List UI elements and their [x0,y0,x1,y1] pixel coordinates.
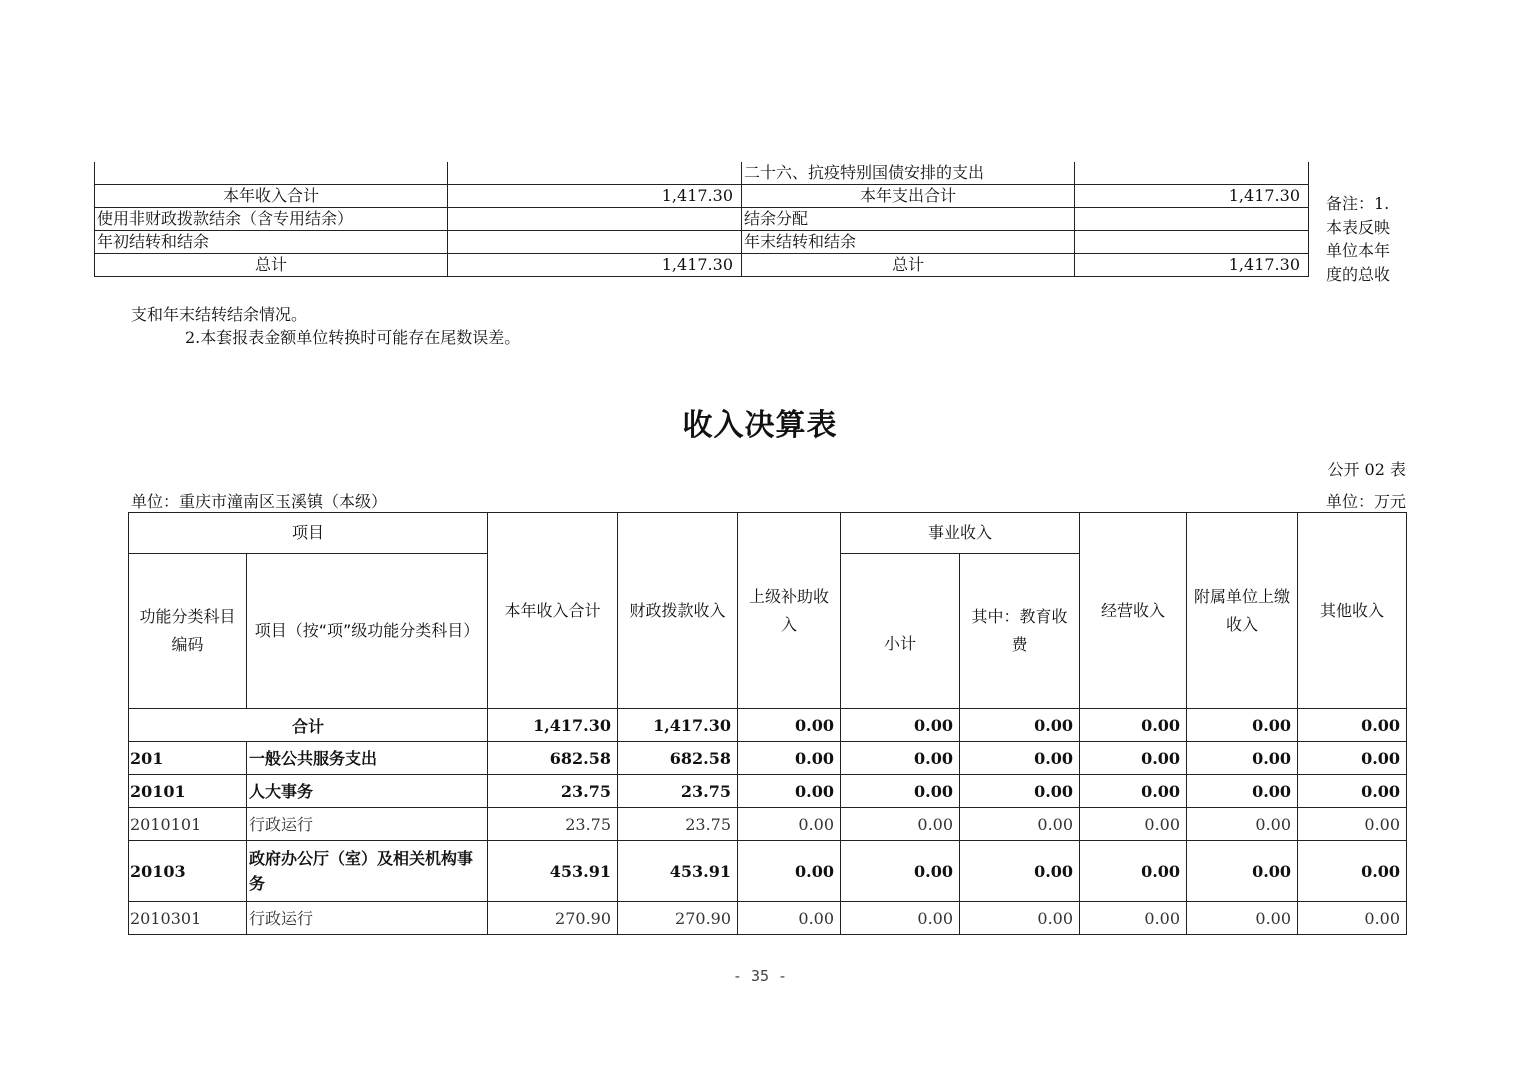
summary-left-label: 使用非财政拨款结余（含专用结余） [95,208,448,231]
row-name: 一般公共服务支出 [247,742,488,775]
cell-value: 0.00 [738,742,841,775]
summary-left-value [448,162,742,185]
cell-value: 1,417.30 [488,709,618,742]
income-table [128,512,1407,935]
cell-value: 0.00 [960,902,1080,935]
summary-left-label [95,162,448,185]
note-line-2: 2.本套报表金额单位转换时可能存在尾数误差。 [185,328,521,347]
row-code: 201 [129,742,247,775]
header-education: 其中：教育收费 [960,554,1080,709]
note-line-1: 支和年末结转结余情况。 [131,305,308,324]
header-code: 功能分类科目编码 [129,554,247,709]
header-item-group: 项目 [129,513,488,554]
cell-value: 0.00 [960,841,1080,902]
page-number: - 35 - [732,967,788,985]
summary-right-value [1075,162,1309,185]
cell-value: 0.00 [960,742,1080,775]
cell-value: 0.00 [960,775,1080,808]
cell-value: 0.00 [841,902,960,935]
header-subtotal: 小计 [841,554,960,709]
row-code: 2010101 [129,808,247,841]
cell-value: 0.00 [960,808,1080,841]
header-fiscal: 财政拨款收入 [618,513,738,709]
cell-value: 0.00 [1298,902,1407,935]
cell-value: 0.00 [1080,841,1187,902]
cell-value: 0.00 [738,775,841,808]
cell-value: 0.00 [1080,742,1187,775]
cell-value: 0.00 [1298,742,1407,775]
cell-value: 0.00 [841,709,960,742]
cell-value: 0.00 [1298,775,1407,808]
row-name: 行政运行 [247,808,488,841]
row-code: 20101 [129,775,247,808]
cell-value: 0.00 [1187,902,1298,935]
row-code: 20103 [129,841,247,902]
cell-value: 0.00 [1080,808,1187,841]
cell-value: 0.00 [738,902,841,935]
summary-right-label: 年末结转和结余 [742,231,1075,254]
summary-row [95,162,1309,185]
cell-value: 0.00 [960,709,1080,742]
summary-table [94,162,1309,277]
cell-value: 0.00 [841,742,960,775]
row-name: 政府办公厅（室）及相关机构事务 [247,841,488,902]
summary-left-label: 总计 [95,254,448,277]
table-row [129,742,1407,775]
cell-value: 0.00 [841,808,960,841]
header-row-1 [129,513,1407,554]
summary-right-label: 结余分配 [742,208,1075,231]
cell-value: 0.00 [1187,841,1298,902]
summary-row [95,231,1309,254]
cell-value: 23.75 [618,808,738,841]
total-label: 合计 [129,709,488,742]
cell-value: 0.00 [1187,775,1298,808]
cell-value: 682.58 [618,742,738,775]
cell-value: 0.00 [1187,742,1298,775]
row-name: 行政运行 [247,902,488,935]
note-side-text: 备注：1.本表反映单位本年度的总收 [1326,194,1391,284]
cell-value: 0.00 [1187,709,1298,742]
page-title: 收入决算表 [682,408,838,443]
summary-right-label: 二十六、抗疫特别国债安排的支出 [742,162,1075,185]
summary-right-label: 总计 [742,254,1075,277]
summary-right-value [1075,208,1309,231]
header-item-name: 项目（按“项”级功能分类科目） [247,554,488,709]
cell-value: 453.91 [618,841,738,902]
cell-value: 0.00 [738,841,841,902]
cell-value: 0.00 [1080,709,1187,742]
summary-left-value: 1,417.30 [448,185,742,208]
table-id: 公开 02 表 [1327,460,1406,479]
cell-value: 23.75 [488,775,618,808]
cell-value: 0.00 [1080,902,1187,935]
cell-value: 0.00 [738,808,841,841]
summary-row [95,185,1309,208]
table-row [129,775,1407,808]
summary-right-value: 1,417.30 [1075,185,1309,208]
cell-value: 0.00 [1298,709,1407,742]
summary-row [95,254,1309,277]
total-row [129,709,1407,742]
table-row [129,808,1407,841]
summary-right-label: 本年支出合计 [742,185,1075,208]
header-superior: 上级补助收入 [738,513,841,709]
cell-value: 270.90 [618,902,738,935]
header-total-income: 本年收入合计 [488,513,618,709]
summary-left-value [448,231,742,254]
cell-value: 23.75 [618,775,738,808]
cell-value: 682.58 [488,742,618,775]
summary-right-value: 1,417.30 [1075,254,1309,277]
header-other: 其他收入 [1298,513,1407,709]
cell-value: 0.00 [841,841,960,902]
cell-value: 0.00 [1298,808,1407,841]
summary-left-label: 本年收入合计 [95,185,448,208]
cell-value: 0.00 [1080,775,1187,808]
row-code: 2010301 [129,902,247,935]
summary-row [95,208,1309,231]
cell-value: 270.90 [488,902,618,935]
header-operating: 经营收入 [1080,513,1187,709]
summary-left-value: 1,417.30 [448,254,742,277]
cell-value: 0.00 [738,709,841,742]
unit-currency: 单位：万元 [1325,492,1406,511]
cell-value: 0.00 [841,775,960,808]
cell-value: 0.00 [1187,808,1298,841]
header-business-group: 事业收入 [841,513,1080,554]
cell-value: 1,417.30 [618,709,738,742]
table-row [129,841,1407,902]
row-name: 人大事务 [247,775,488,808]
summary-left-label: 年初结转和结余 [95,231,448,254]
summary-left-value [448,208,742,231]
cell-value: 0.00 [1298,841,1407,902]
summary-right-value [1075,231,1309,254]
header-affiliated: 附属单位上缴收入 [1187,513,1298,709]
unit-organization: 单位：重庆市潼南区玉溪镇（本级） [131,492,388,511]
cell-value: 23.75 [488,808,618,841]
table-row [129,902,1407,935]
cell-value: 453.91 [488,841,618,902]
